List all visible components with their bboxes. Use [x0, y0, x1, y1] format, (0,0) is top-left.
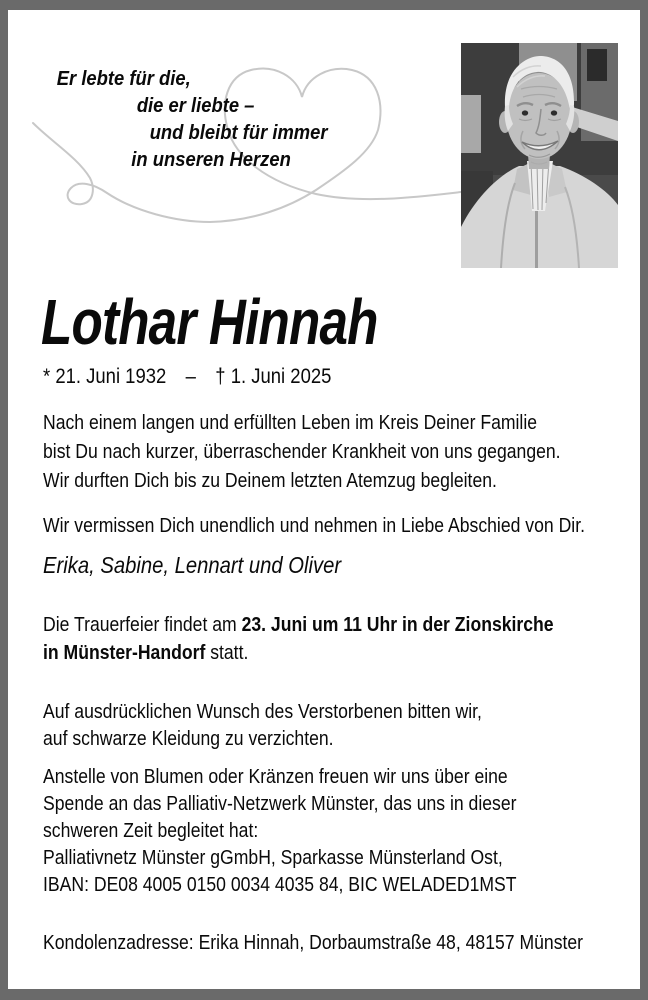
quote-line: in unseren Herzen [131, 149, 291, 171]
farewell-line: Wir durften Dich bis zu Deinem letzten Atemzug begleiten. [43, 470, 497, 492]
donation-line: Spende an das Palliativ-Netzwerk Münster, das uns in dieser [43, 793, 517, 815]
portrait-photo [461, 43, 618, 268]
family-names: Erika, Sabine, Lennart und Oliver [43, 552, 342, 578]
funeral-paragraph [43, 611, 554, 667]
birth-date: * 21. Juni 1932 [43, 365, 167, 388]
donation-line: Anstelle von Blumen oder Kränzen freuen wir uns über eine [43, 766, 508, 788]
funeral-line [43, 639, 554, 667]
death-date: † 1. Juni 2025 [215, 365, 332, 388]
funeral-line [43, 611, 554, 639]
funeral-bold: 23. Juni um 11 Uhr in der Zionskirche [241, 614, 554, 636]
deceased-name: Lothar Hinnah [41, 286, 378, 358]
life-dates [43, 365, 331, 389]
funeral-suffix: statt. [205, 642, 249, 664]
donation-line: Palliativnetz Münster gGmbH, Sparkasse Münsterland Ost, [43, 847, 503, 869]
farewell-line: Nach einem langen und erfüllten Leben im Kreis Deiner Familie [43, 412, 538, 434]
farewell-line: bist Du nach kurzer, überraschender Krankheit von uns gegangen. [43, 441, 561, 463]
quote-line: Er lebte für die, [56, 68, 191, 90]
missing-paragraph: Wir vermissen Dich unendlich und nehmen in Liebe Abschied von Dir. [43, 515, 585, 537]
clothing-paragraph [43, 699, 482, 753]
quote-line: und bleibt für immer [149, 122, 328, 144]
funeral-prefix: Die Trauerfeier findet am [43, 614, 242, 636]
donation-paragraph [43, 764, 517, 899]
quote-line: die er liebte – [136, 95, 255, 117]
donation-line: schweren Zeit begleitet hat: [43, 820, 259, 842]
farewell-paragraph [43, 409, 561, 496]
donation-line: IBAN: DE08 4005 0150 0034 4035 84, BIC WELADED1MST [43, 874, 517, 896]
clothing-line: auf schwarze Kleidung zu verzichten. [43, 728, 334, 750]
funeral-bold: in Münster-Handorf [43, 642, 206, 664]
condolence-line: Kondolenzadresse: Erika Hinnah, Dorbaumstraße 48, 48157 Münster [43, 932, 584, 954]
clothing-line: Auf ausdrücklichen Wunsch des Verstorbenen bitten wir, [43, 701, 482, 723]
dates-dash: – [185, 365, 196, 388]
memorial-card [8, 10, 640, 989]
quote-block [57, 66, 328, 174]
